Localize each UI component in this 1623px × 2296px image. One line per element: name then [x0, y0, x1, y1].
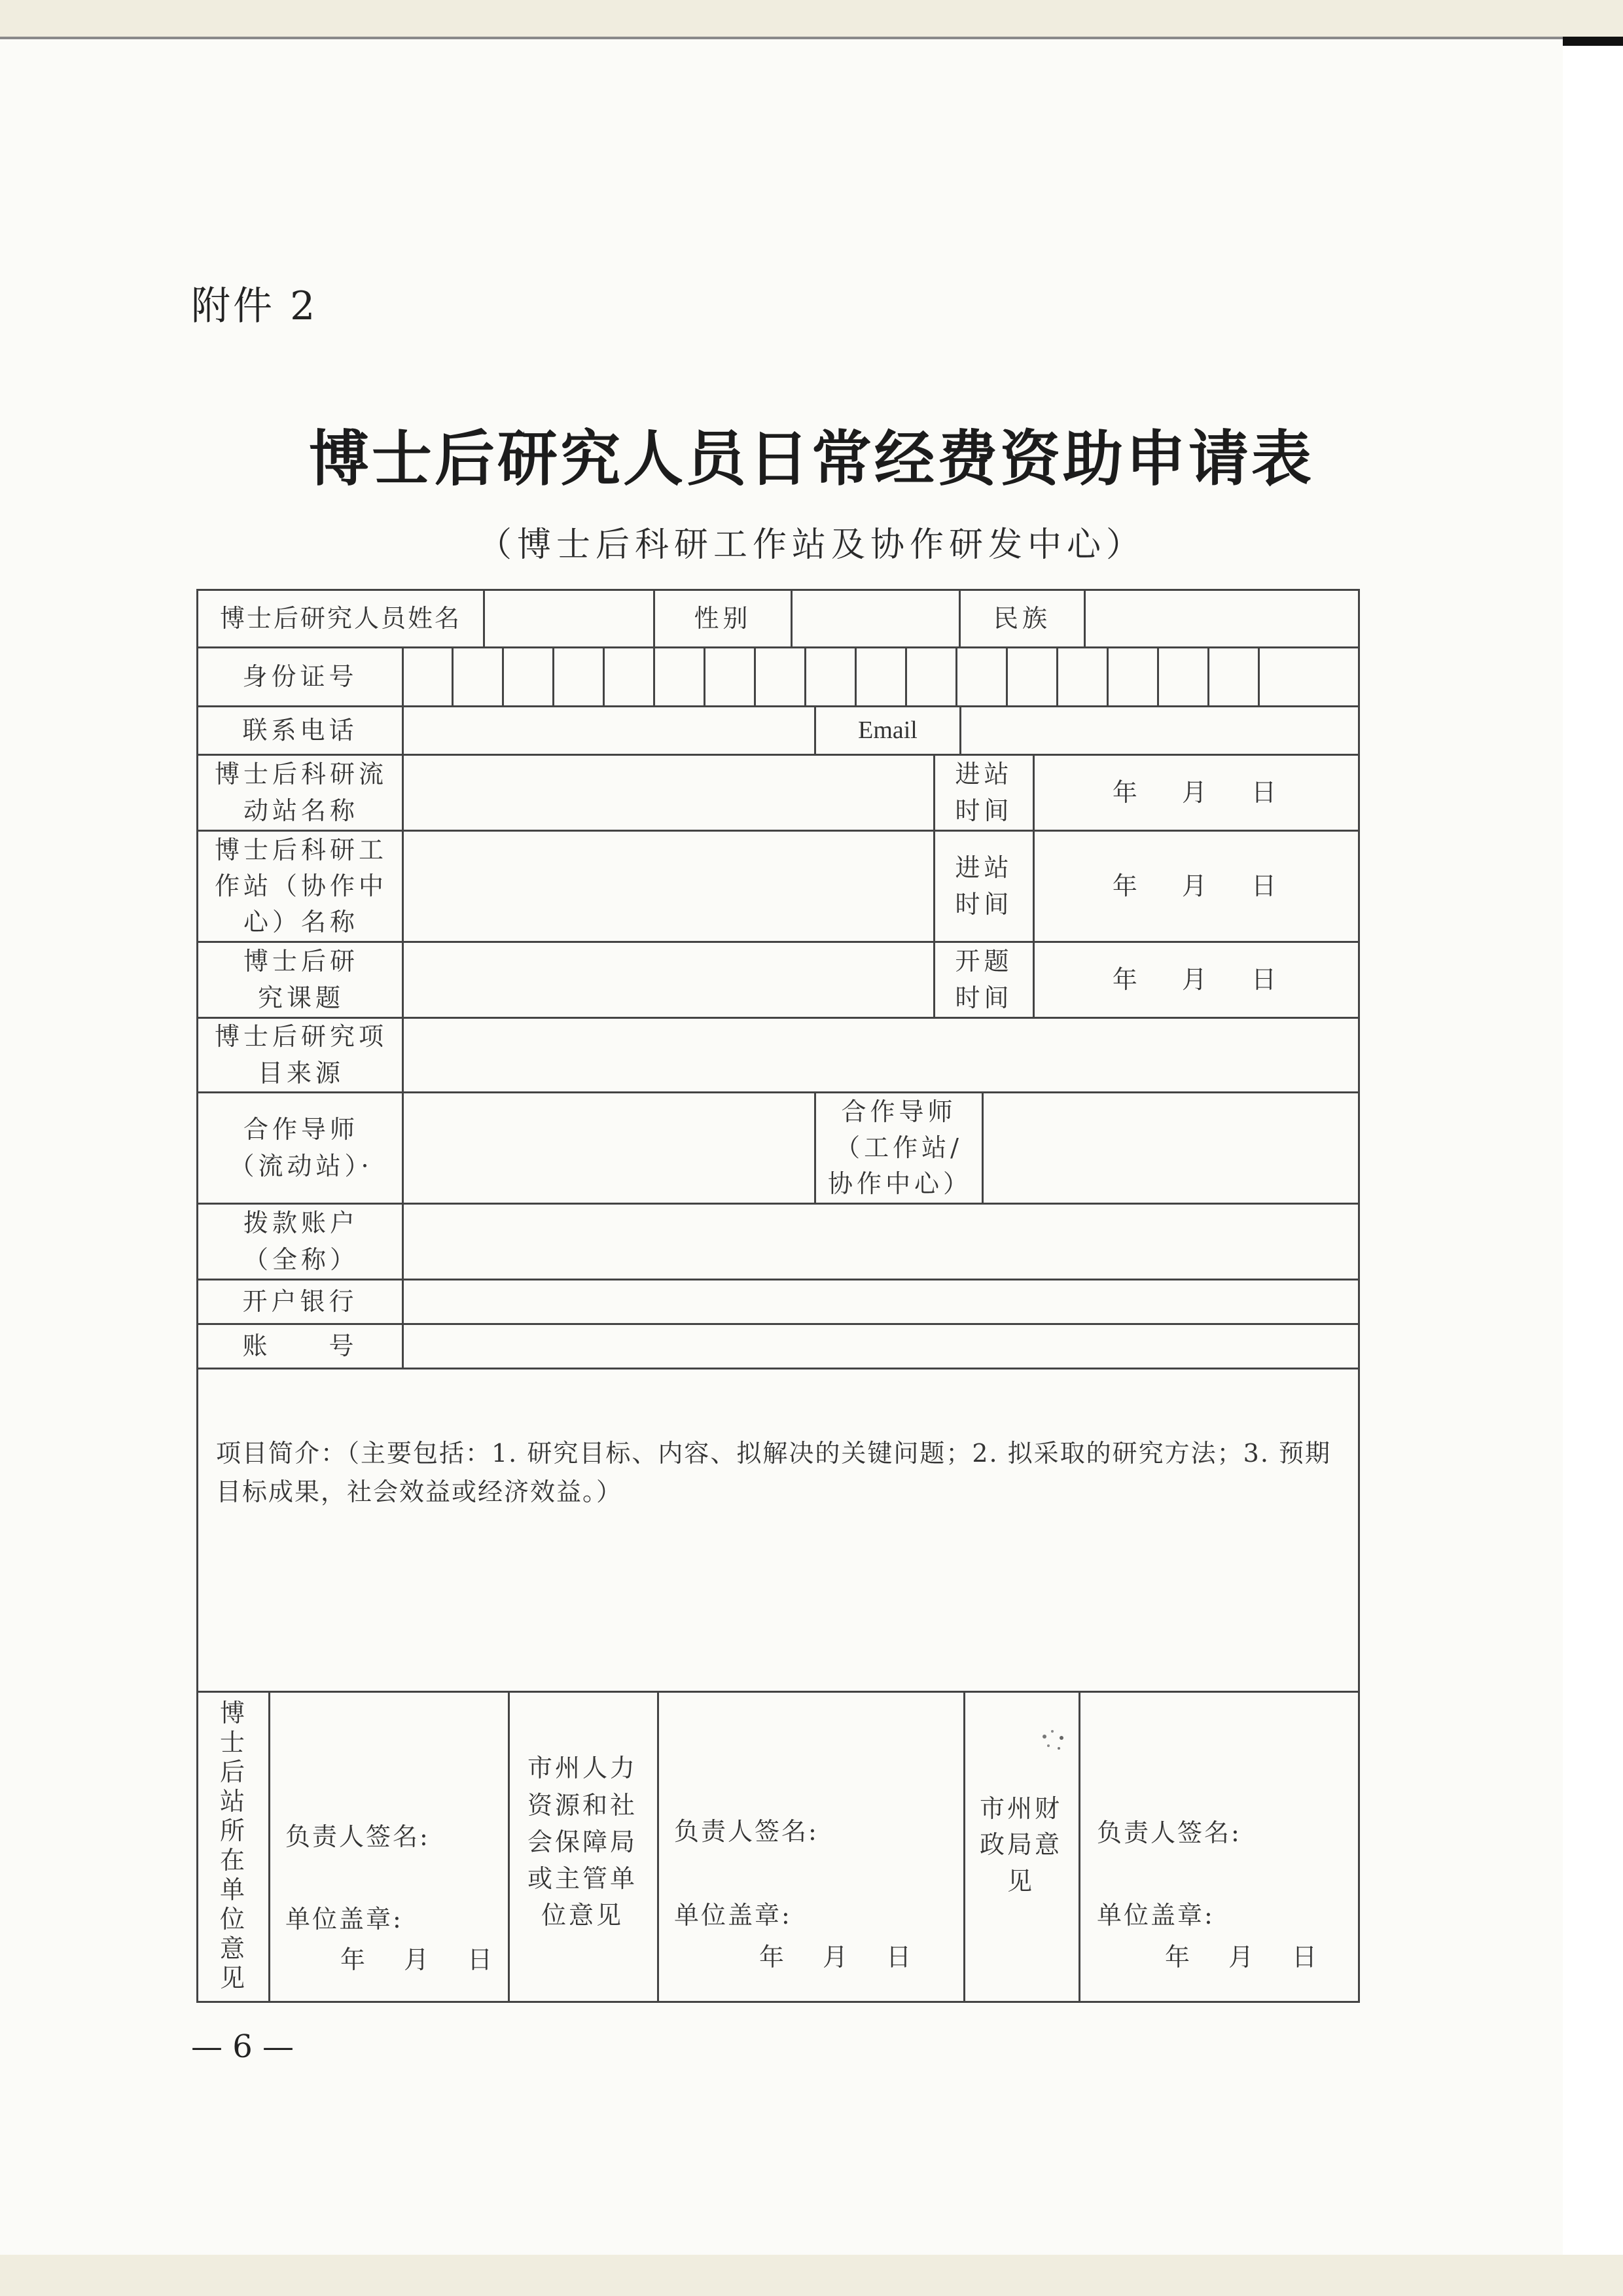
station-signer-label[interactable]: 负责人签名: [285, 1822, 430, 1851]
ethnicity-field[interactable] [1086, 591, 1358, 646]
ethnicity-label: 民族 [993, 603, 1051, 633]
col-rule [508, 1691, 510, 2001]
gender-field[interactable] [793, 591, 959, 646]
account-number-field[interactable] [404, 1325, 1358, 1368]
table-border-right [1358, 589, 1360, 2003]
bank-label: 开户银行 [242, 1286, 358, 1316]
email-field[interactable] [961, 707, 1358, 754]
finance-sign-date[interactable]: 年 月 日 [1165, 1943, 1319, 1971]
phone-label: 联系电话 [242, 715, 358, 745]
work-station-label: 博士后科研工作站（协作中心）名称 [214, 835, 387, 937]
topic-field[interactable] [404, 943, 933, 1017]
entry-date-2[interactable]: 年 月 日 [1112, 871, 1281, 900]
hr-opinion-label: 市州人力资源和社会保障局或主管单位意见 [527, 1754, 637, 1930]
project-brief-field[interactable] [198, 1531, 1358, 1691]
topic-label: 博士后研究课题 [243, 947, 359, 1012]
id-number-label: 身份证号 [242, 662, 358, 691]
entry-time-label-2: 进站时间 [955, 853, 1013, 919]
col-rule [963, 1691, 965, 2001]
col-rule [1079, 1691, 1080, 2001]
finance-opinion-label: 市州财政局意见 [979, 1794, 1062, 1896]
col-rule [657, 1691, 659, 2001]
col-rule [268, 1691, 270, 2001]
annex-label: 附件 2 [191, 283, 318, 329]
entry-date[interactable]: 年 月 日 [1112, 777, 1281, 807]
row-rule [196, 1691, 1360, 1693]
opening-date[interactable]: 年 月 日 [1112, 964, 1281, 994]
project-source-label: 博士后研究项目来源 [214, 1022, 387, 1087]
account-number-label: 账 号 [242, 1331, 358, 1360]
advisor-mobile-field[interactable] [404, 1093, 814, 1203]
page-number: — 6 — [191, 2028, 294, 2065]
hr-signer-label[interactable]: 负责人签名: [674, 1817, 819, 1846]
email-label: Email [858, 716, 918, 744]
opening-time-label: 开题时间 [955, 947, 1013, 1012]
mobile-station-label: 博士后科研流动站名称 [214, 760, 387, 825]
advisor-mobile-label: 合作导师（流动站）· [229, 1115, 373, 1180]
station-opinion-label: 博士后站所在单位意见 [219, 1699, 245, 1992]
station-sign-date[interactable]: 年 月 日 [340, 1945, 495, 1974]
entry-time-label: 进站时间 [955, 760, 1013, 825]
finance-seal-label[interactable]: 单位盖章: [1097, 1901, 1215, 1930]
advisor-work-field[interactable] [984, 1093, 1358, 1203]
stamp-smudge-icon [1033, 1721, 1072, 1760]
bank-field[interactable] [404, 1280, 1358, 1323]
mobile-station-field[interactable] [404, 756, 933, 830]
station-seal-label[interactable]: 单位盖章: [285, 1905, 403, 1934]
advisor-work-label: 合作导师（工作站/协作中心） [828, 1097, 972, 1199]
hr-sign-date[interactable]: 年 月 日 [759, 1943, 914, 1971]
phone-field[interactable] [404, 707, 814, 754]
row-rule [196, 1368, 1360, 1369]
gender-label: 性别 [694, 603, 752, 633]
finance-signer-label[interactable]: 负责人签名: [1097, 1818, 1241, 1847]
account-name-label: 拨款账户（全称） [243, 1209, 359, 1274]
name-field[interactable] [485, 591, 653, 646]
project-brief-instructions: 项目简介：（主要包括：1. 研究目标、内容、拟解决的关键问题；2. 拟采取的研究方法；3. 预期目标成果，社会效益或经济效益。） [216, 1439, 1332, 1506]
table-border-bottom [196, 2001, 1360, 2003]
id-number-field[interactable] [404, 648, 1358, 705]
name-label: 博士后研究人员姓名 [219, 603, 461, 633]
work-station-field[interactable] [404, 832, 933, 941]
form-title: 博士后研究人员日常经费资助申请表 [308, 423, 1314, 494]
account-name-field[interactable] [404, 1205, 1358, 1279]
form-subtitle: （博士后科研工作站及协作研发中心） [477, 525, 1145, 565]
project-source-field[interactable] [404, 1019, 1358, 1091]
hr-seal-label[interactable]: 单位盖章: [674, 1901, 792, 1930]
